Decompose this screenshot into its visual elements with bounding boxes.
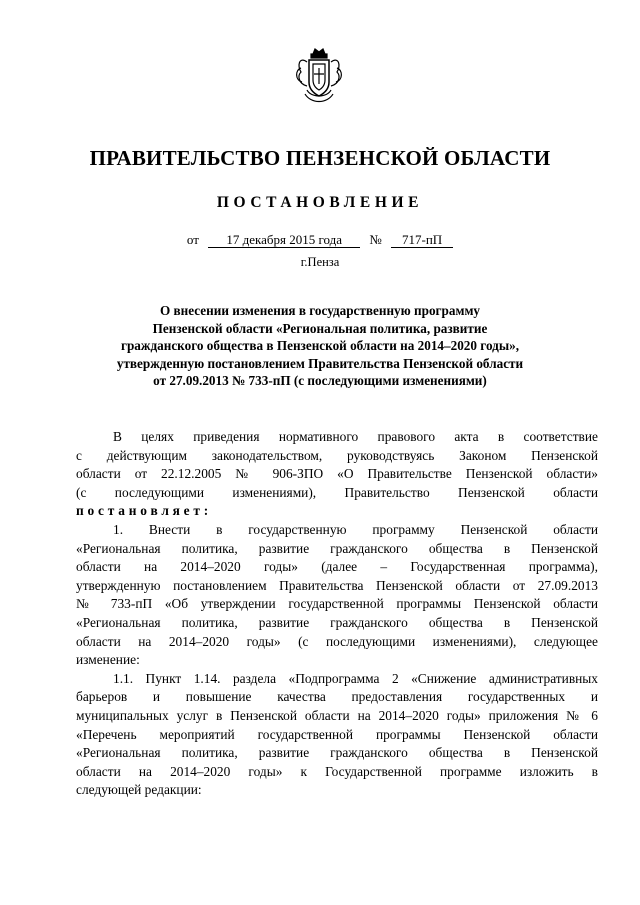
date-number-line (0, 232, 640, 248)
body-line: следующей редакции: (76, 782, 202, 798)
body-line: 1.1. Пункт 1.14. раздела «Подпрограмма 2 «Снижение административных (113, 670, 598, 686)
document-type: ПОСТАНОВЛЕНИЕ (216, 194, 424, 211)
subject-line: от 27.09.2013 № 733-пП (с последующими изменениями) (153, 373, 487, 388)
body-line: области от 22.12.2005 № 906-ЗПО «О Правительстве Пензенской области» (76, 466, 598, 482)
body-line: с действующим законодательством, руководствуясь Законом Пензенской (76, 447, 598, 463)
body-line: «Региональная политика, развитие гражданского общества в Пензенской (76, 540, 598, 556)
body-line: изменение: (76, 652, 140, 668)
body-line: области на 2014–2020 годы» (далее – Государственная программа), (76, 559, 598, 575)
decree-word: постановляет: (76, 503, 213, 519)
subject-line: утвержденную постановлением Правительства Пензенской области (116, 355, 524, 371)
document-number: 717-пП (391, 233, 453, 248)
city: г.Пенза (300, 255, 340, 269)
body-line: «Региональная политика, развитие гражданского общества в Пензенской (76, 614, 598, 630)
body-line: барьеров и повышение качества предоставления государственных и (76, 689, 598, 705)
coat-of-arms-icon (293, 46, 345, 106)
body-line: области на 2014–2020 годы» (с последующими изменениями), следующее (76, 633, 598, 649)
subject-line: гражданского общества в Пензенской области на 2014–2020 годы», (120, 338, 520, 353)
date-prefix: от (186, 232, 199, 247)
body-line: 1. Внести в государственную программу Пензенской области (113, 521, 598, 537)
document-date: 17 декабря 2015 года (208, 233, 360, 248)
body-line: области на 2014–2020 годы» к Государственной программе изложить в (76, 763, 598, 779)
organization-title: ПРАВИТЕЛЬСТВО ПЕНЗЕНСКОЙ ОБЛАСТИ (89, 146, 551, 170)
body-line: муниципальных услуг в Пензенской области на 2014–2020 годы» приложения № 6 (76, 707, 598, 723)
body-line: (с последующими изменениями), Правительство Пензенской области (76, 484, 598, 500)
body-line: «Перечень мероприятий государственной программы Пензенской области (76, 726, 598, 742)
body-line: № 733-пП «Об утверждении государственной программы Пензенской области (76, 596, 598, 612)
subject-line: О внесении изменения в государственную программу (159, 303, 481, 318)
number-prefix: № (369, 232, 382, 247)
body-line: В целях приведения нормативного правового акта в соответствие (113, 429, 598, 444)
subject-line: Пензенской области «Региональная политика, развитие (152, 320, 488, 336)
body-line: «Региональная политика, развитие гражданского общества в Пензенской (76, 745, 598, 761)
document-subject (100, 302, 540, 390)
document-body (76, 428, 598, 800)
body-line: утвержденную постановлением Правительства Пензенской области от 27.09.2013 (76, 577, 598, 593)
